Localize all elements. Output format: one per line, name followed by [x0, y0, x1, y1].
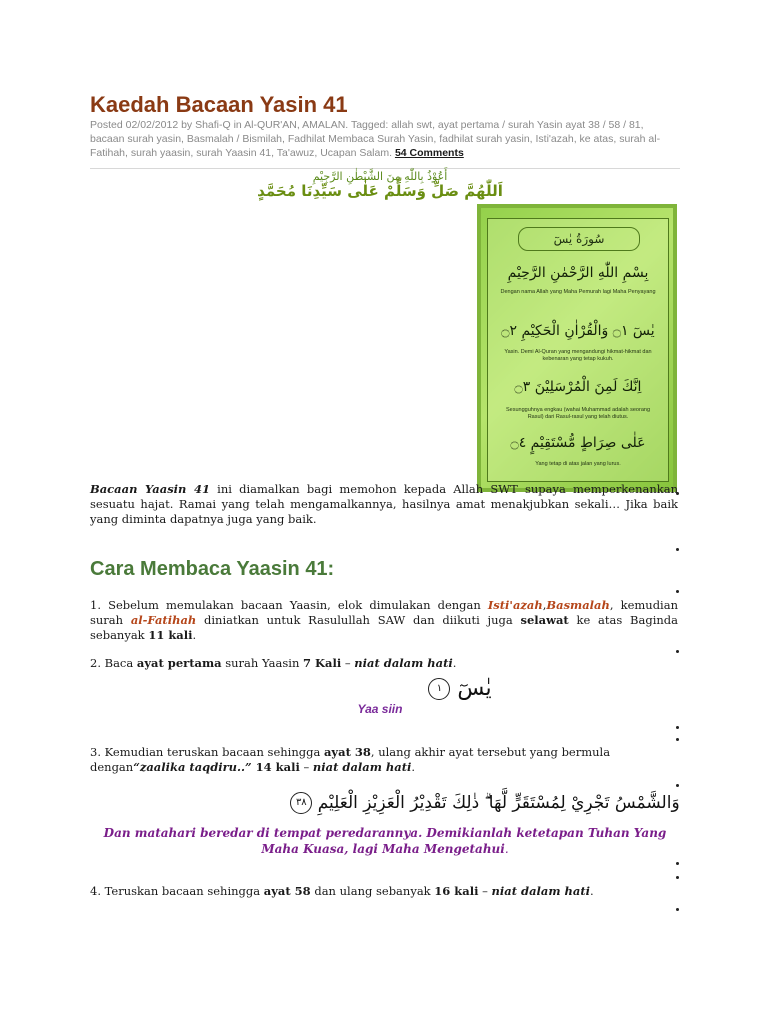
bullet-dot — [676, 862, 679, 865]
step-3-end: . — [411, 760, 416, 774]
step-2-dash: – — [341, 656, 355, 670]
step-4-niat: niat dalam hati — [491, 884, 591, 898]
step-1-comma: , — [542, 598, 547, 612]
step-4-ayat: ayat 58 — [263, 884, 311, 898]
bullet-dot — [676, 784, 679, 787]
step-3-dash: – — [299, 760, 313, 774]
ayat-38-translation — [90, 825, 680, 857]
yaa-siin-transliteration: Yaa siin — [357, 702, 403, 716]
step-1-text: diniatkan untuk Rasulullah SAW dan diikuti juga — [196, 613, 521, 627]
section-heading: Cara Membaca Yaasin 41: — [90, 558, 335, 580]
step-2-text: surah Yaasin — [221, 656, 304, 670]
bullet-dot — [676, 548, 679, 551]
basmalah-arabic: بِسْمِ اللّٰهِ الرَّحْمٰنِ الرَّحِيْمِ — [507, 265, 649, 281]
step-3-count: 14 kali — [251, 760, 300, 774]
step-4-dash: – — [478, 884, 492, 898]
step-4-text: dan ulang sebanyak — [310, 884, 435, 898]
step-2-count: 7 Kali — [303, 656, 342, 670]
divider — [90, 168, 680, 169]
ayat-1-arabic-text: يٰسٓ — [457, 676, 492, 701]
step-4-count: 16 kali — [434, 884, 479, 898]
step-1-text: ke atas Baginda sebanyak — [90, 613, 678, 642]
post-title[interactable]: Kaedah Bacaan Yasin 41 — [90, 92, 348, 117]
basmalah-term: Basmalah — [546, 598, 610, 612]
step-1-end: . — [192, 628, 197, 642]
ayat-38-verse — [290, 792, 680, 814]
step-2 — [90, 656, 678, 671]
step-4-text: 4. Teruskan bacaan sehingga — [90, 884, 264, 898]
bullet-dot — [676, 876, 679, 879]
ayat-3-arabic: اِنَّكَ لَمِنَ الْمُرْسَلِيْنَ ۝٣ — [514, 379, 642, 395]
step-2-ayat: ayat pertama — [136, 656, 222, 670]
basmalah-translation: Dengan nama Allah yang Maha Pemurah lagi Maha Penyayang — [500, 289, 656, 295]
bullet-dot — [676, 650, 679, 653]
ayat-4-arabic: عَلٰى صِرَاطٍ مُّسْتَقِيْمٍ ۝٤ — [510, 435, 646, 451]
selawat-arabic: اَللّٰهُمَّ صَلِّ وَسَلِّمْ عَلٰى سَيِّدِنَا مُحَمَّدٍ — [257, 182, 503, 200]
intro-lead: Bacaan Yaasin 41 — [90, 482, 210, 496]
istiazah-term: Isti'azah — [487, 598, 543, 612]
translation-text: Dan matahari beredar di tempat peredarannya. Demikianlah ketetapan Tuhan Yang Maha Kuasa, lagi Maha Mengetahui — [103, 826, 667, 856]
ayat-38-arabic-text: وَالشَّمْسُ تَجْرِيْ لِمُسْتَقَرٍّ لَّهَا ۗ ذٰلِكَ تَقْدِيْرُ الْعَزِيْزِ الْعَلِيْمِ — [317, 793, 680, 813]
post-meta-text: Posted 02/02/2012 by Shafi-Q in Al-QUR'AN, AMALAN. Tagged: allah swt, ayat pertama / surah Yasin ayat 38 / 58 / 81, bacaan surah yasin, Basmalah / Bismilah, Fadhilat Membaca Surah Yasin, fadhilat surah yasin, Isti'azah, ke atas, surah al-Fatihah, surah yaasin, surah Yaasin 41, Ta'awuz, Ucapan Salam. — [90, 119, 661, 159]
intro-text: ini diamalkan bagi memohon kepada Allah SWT supaya memperkenankan sesuatu hajat. Ramai yang telah mengamalkannya, hasilnya amat menakjubkan sekali… Jika baik yang diminta dapatnya juga yang baik. — [90, 482, 678, 526]
step-3-text: , ulang akhir ayat tersebut yang bermula dengan — [90, 745, 611, 774]
step-3-niat: niat dalam hati — [312, 760, 412, 774]
step-2-niat: niat dalam hati — [354, 656, 453, 670]
ayah-number-badge: ٣٨ — [290, 792, 312, 814]
bullet-dot — [676, 726, 679, 729]
fatihah-term: al-Fatihah — [130, 613, 197, 627]
zaalika-quote: “zaalika taqdiru..” — [133, 760, 252, 774]
step-4-end: . — [590, 884, 594, 898]
ayah-number-badge: ١ — [428, 678, 450, 700]
ayat-1-2-translation: Yasin. Demi Al-Quran yang mengandungi hikmat-hikmat dan kebenaran yang tetap kukuh. — [504, 349, 652, 362]
surah-yasin-image — [477, 204, 677, 492]
step-1-text: 1. Sebelum memulakan bacaan Yaasin, elok dimulakan dengan — [90, 598, 488, 612]
surah-heading: سُورَةُ يٰسٓ — [518, 227, 640, 251]
step-2-end: . — [452, 656, 457, 670]
step-1-text: , kemudian surah — [90, 598, 678, 627]
bullet-dot — [676, 738, 679, 741]
taawuz-arabic: أَعُوْذُ بِاللّٰهِ مِنَ الشَّيْطٰنِ الرَّجِيْمِ — [312, 170, 448, 183]
ayat-4-translation: Yang tetap di atas jalan yang lurus. — [535, 461, 621, 467]
intro-paragraph — [90, 482, 678, 527]
translation-end: . — [504, 842, 509, 856]
step-3-text: 3. Kemudian teruskan bacaan sehingga — [90, 745, 324, 759]
step-3 — [90, 745, 678, 775]
step-3-ayat: ayat 38 — [323, 745, 371, 759]
step-2-text: 2. Baca — [90, 656, 137, 670]
step-1 — [90, 598, 678, 643]
step-4 — [90, 884, 678, 899]
bullet-dot — [676, 590, 679, 593]
ayat-1-verse — [420, 676, 500, 701]
selawat-term: selawat — [520, 613, 569, 627]
ayat-1-2-arabic: يٰسٓ ۝١ وَالْقُرْاٰنِ الْحَكِيْمِ ۝٢ — [501, 323, 655, 339]
surah-frame — [487, 218, 669, 482]
bullet-dot — [676, 908, 679, 911]
post-meta — [90, 118, 680, 160]
ayat-3-translation: Sesungguhnya engkau (wahai Muhammad adalah seorang Rasul) dari Rasul-rasul yang telah diutus. — [505, 407, 650, 420]
step-1-count: 11 kali — [148, 628, 193, 642]
comments-link[interactable]: 54 Comments — [394, 147, 464, 159]
